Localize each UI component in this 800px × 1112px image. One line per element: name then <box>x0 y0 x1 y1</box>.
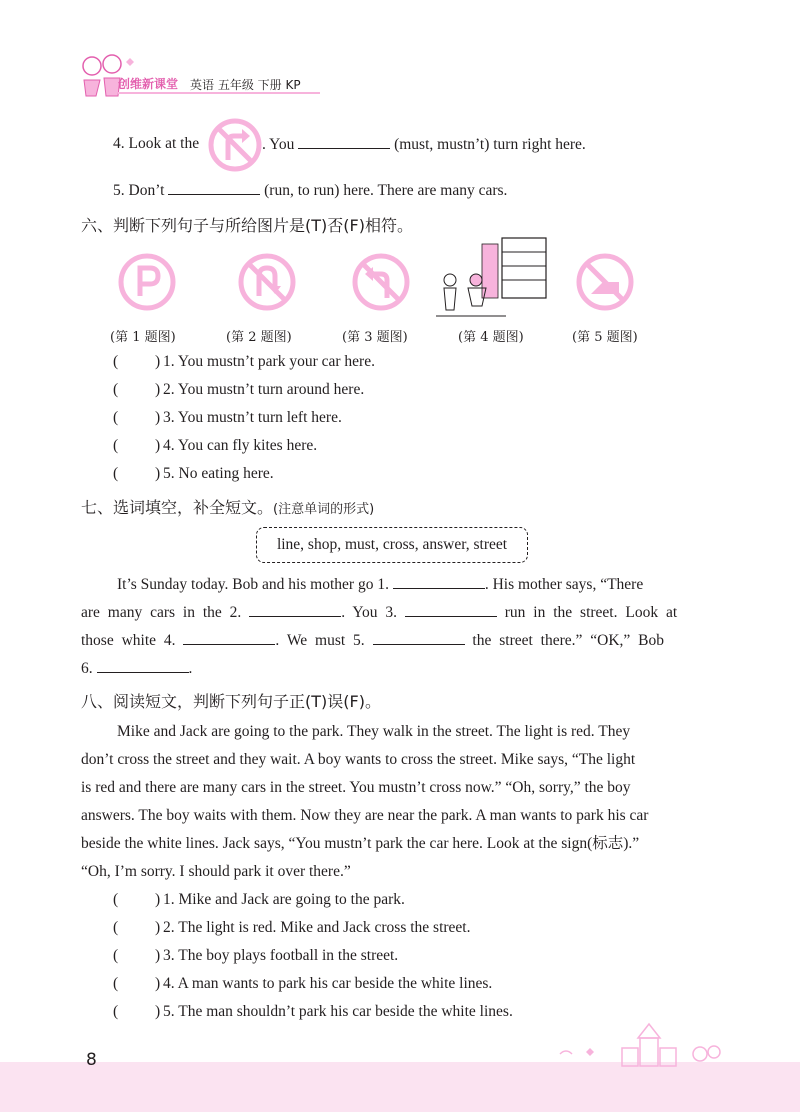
no-left-turn-sign-icon <box>351 252 411 312</box>
judge-item: 2. You mustn’t turn around here. <box>163 381 365 398</box>
answer-paren-open[interactable]: ( <box>113 353 119 370</box>
book-info: 英语 五年级 下册 KP <box>190 78 301 92</box>
judge-item: 3. The boy plays football in the street. <box>163 947 399 964</box>
question-5-5: 5. Don’t (run, to run) here. There are many cars. <box>113 182 508 199</box>
footer-band <box>0 1062 800 1112</box>
answer-paren-close: ) <box>155 1003 161 1020</box>
judge-item: 1. You mustn’t park your car here. <box>163 353 375 370</box>
no-u-turn-sign-icon <box>237 252 297 312</box>
answer-blank[interactable] <box>97 658 189 673</box>
castle-decoration-icon <box>550 1018 730 1068</box>
figure-caption-4: (第 4 题图) <box>458 330 524 345</box>
answer-paren-close: ) <box>155 465 161 482</box>
cloze-line-1: It’s Sunday today. Bob and his mother go 1. . His mother says, “There <box>117 576 644 593</box>
cloze-line-3: those white 4. . We must 5. the street there.” “OK,” Bob <box>81 632 665 649</box>
figure-caption-5: (第 5 题图) <box>572 330 638 345</box>
word-bank: line, shop, must, cross, answer, street <box>256 527 528 563</box>
passage-line: “Oh, I’m sorry. I should park it over there.” <box>81 863 351 880</box>
answer-blank[interactable] <box>298 134 390 149</box>
answer-paren-close: ) <box>155 381 161 398</box>
answer-paren-open[interactable]: ( <box>113 919 119 936</box>
answer-paren-open[interactable]: ( <box>113 891 119 908</box>
passage-line: is red and there are many cars in the street. You mustn’t cross now.” “Oh, sorry,” the boy <box>81 779 631 796</box>
passage-line: beside the white lines. Jack says, “You mustn’t park the car here. Look at the sign(标志).” <box>81 835 640 852</box>
answer-paren-open[interactable]: ( <box>113 975 119 992</box>
passage-line: Mike and Jack are going to the park. They walk in the street. The light is red. They <box>117 723 631 740</box>
answer-paren-close: ) <box>155 891 161 908</box>
library-kids-illustration <box>436 236 548 318</box>
parking-sign-icon <box>117 252 177 312</box>
cloze-line-2: are many cars in the 2. . You 3. run in the street. Look at <box>81 604 678 621</box>
judge-item: 4. A man wants to park his car beside the white lines. <box>163 975 493 992</box>
answer-paren-close: ) <box>155 975 161 992</box>
answer-paren-open[interactable]: ( <box>113 437 119 454</box>
figure-caption-1: (第 1 题图) <box>110 330 176 345</box>
no-right-turn-sign-icon <box>208 118 262 172</box>
page-number: 8 <box>86 1050 97 1070</box>
figure-caption-3: (第 3 题图) <box>342 330 408 345</box>
answer-blank[interactable] <box>249 602 341 617</box>
judge-item: 4. You can fly kites here. <box>163 437 318 454</box>
judge-item: 3. You mustn’t turn left here. <box>163 409 342 426</box>
answer-paren-open[interactable]: ( <box>113 381 119 398</box>
answer-paren-open[interactable]: ( <box>113 1003 119 1020</box>
answer-blank[interactable] <box>168 180 260 195</box>
header-banner <box>118 74 320 94</box>
answer-paren-close: ) <box>155 919 161 936</box>
answer-blank[interactable] <box>373 630 465 645</box>
cloze-line-4: 6. . <box>81 660 193 677</box>
passage-line: answers. The boy waits with them. Now they are near the park. A man wants to park his car <box>81 807 649 824</box>
judge-item: 2. The light is red. Mike and Jack cross the street. <box>163 919 471 936</box>
section-7-title: 七、选词填空，补全短文。(注意单词的形式) <box>81 498 375 517</box>
passage-line: don’t cross the street and they wait. A boy wants to cross the street. Mike says, “The light <box>81 751 636 768</box>
answer-blank[interactable] <box>183 630 275 645</box>
no-eating-sign-icon <box>575 252 635 312</box>
answer-paren-open[interactable]: ( <box>113 465 119 482</box>
question-5-4: 4. Look at the <box>113 135 200 152</box>
judge-item: 1. Mike and Jack are going to the park. <box>163 891 405 908</box>
header-underline <box>118 92 320 94</box>
answer-paren-close: ) <box>155 409 161 426</box>
answer-paren-close: ) <box>155 437 161 454</box>
section-7-note: (注意单词的形式) <box>273 502 375 517</box>
answer-paren-close: ) <box>155 353 161 370</box>
answer-blank[interactable] <box>393 574 485 589</box>
answer-blank[interactable] <box>405 602 497 617</box>
answer-paren-open[interactable]: ( <box>113 947 119 964</box>
figure-caption-2: (第 2 题图) <box>226 330 292 345</box>
question-5-4-rest: . You (must, mustn’t) turn right here. <box>262 136 586 153</box>
section-6-title: 六、判断下列句子与所给图片是(T)否(F)相符。 <box>81 216 413 235</box>
judge-item: 5. No eating here. <box>163 465 274 482</box>
answer-paren-close: ) <box>155 947 161 964</box>
series-name: 创维新课堂 <box>118 77 179 91</box>
section-8-title: 八、阅读短文，判断下列句子正(T)误(F)。 <box>81 692 381 711</box>
answer-paren-open[interactable]: ( <box>113 409 119 426</box>
judge-item: 5. The man shouldn’t park his car beside the white lines. <box>163 1003 513 1020</box>
